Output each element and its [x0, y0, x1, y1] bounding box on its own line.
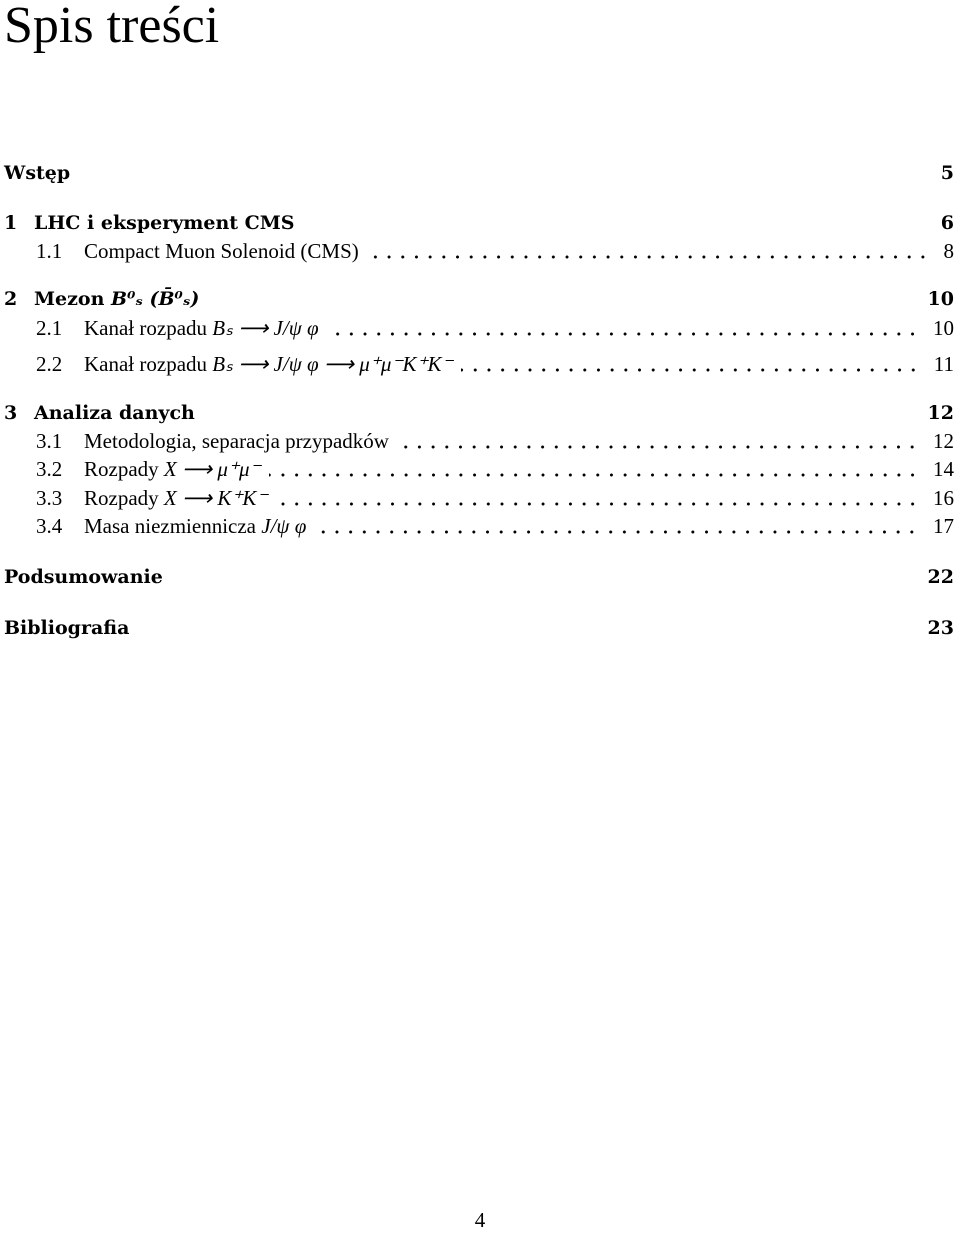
toc-entry-title: Bibliografia: [4, 617, 130, 639]
toc-entry-number: 1: [4, 212, 18, 234]
toc-entry-page: 10: [927, 288, 954, 310]
toc-entry-title: Metodologia, separacja przypadków: [84, 429, 389, 453]
toc-entry-title: Kanał rozpadu: [84, 316, 213, 340]
toc-entry-number: 2: [4, 288, 18, 310]
toc-entry[interactable]: [4, 315, 954, 341]
dot-leader: [397, 445, 919, 449]
toc-entry-page: 17: [933, 514, 954, 538]
toc-entry-page: 22: [927, 566, 954, 588]
toc-entry-math: Bₛ ⟶ J/ψ φ ⟶ μ⁺μ⁻K⁺K⁻: [212, 352, 453, 376]
toc-entry-page: 10: [933, 316, 954, 340]
toc-entry[interactable]: [4, 615, 954, 641]
toc-entry-number: 3.1: [36, 429, 63, 453]
toc-entry-math: B⁰ₛ (B̄⁰ₛ): [111, 288, 200, 310]
toc-entry-number: 3.4: [36, 514, 63, 538]
toc-entry[interactable]: [4, 428, 954, 454]
toc-entry-page: 12: [933, 429, 954, 453]
toc-entry-number: 3.2: [36, 457, 63, 481]
toc-entry[interactable]: [4, 400, 954, 426]
toc-entry-title: Compact Muon Solenoid (CMS): [84, 239, 359, 263]
toc-entry-title: LHC i eksperyment CMS: [34, 212, 295, 234]
toc-entry-title: Rozpady: [84, 486, 164, 510]
toc-entry[interactable]: [4, 351, 954, 377]
page-number: 4: [474, 1208, 486, 1232]
toc-entry-math: X ⟶ K⁺K⁻: [163, 486, 268, 510]
toc-entry-number: 3: [4, 402, 18, 424]
toc-entry-page: 5: [940, 162, 954, 184]
toc-entry[interactable]: [4, 564, 954, 590]
toc-entry-page: 16: [933, 486, 954, 510]
dot-leader: [367, 255, 930, 259]
toc-entry[interactable]: [4, 286, 954, 312]
dot-leader: [314, 530, 919, 534]
toc-entry-title: Kanał rozpadu: [84, 352, 213, 376]
toc-entry-title: Analiza danych: [34, 402, 195, 424]
toc-entry-math: X ⟶ μ⁺μ⁻: [163, 457, 261, 481]
page-title: Spis treści: [4, 0, 220, 54]
toc-entry-page: 8: [943, 239, 954, 263]
toc-entry-title: Rozpady: [84, 457, 164, 481]
toc-entry-title: Masa niezmiennicza: [84, 514, 262, 538]
dot-leader: [461, 368, 920, 372]
toc-entry-page: 12: [927, 402, 954, 424]
toc-entry[interactable]: [4, 238, 954, 264]
toc-entry[interactable]: [4, 485, 954, 511]
toc-entry-number: 2.1: [36, 316, 63, 340]
toc-entry-title: Podsumowanie: [4, 566, 163, 588]
toc-entry-page: 23: [927, 617, 954, 639]
toc-entry-page: 14: [933, 457, 954, 481]
toc-entry[interactable]: [4, 456, 954, 482]
toc-entry-math: Bₛ ⟶ J/ψ φ: [212, 316, 319, 340]
toc-entry-page: 11: [933, 352, 954, 376]
dot-leader: [276, 502, 919, 506]
dot-leader: [269, 473, 919, 477]
toc-entry-number: 2.2: [36, 352, 63, 376]
toc-entry-page: 6: [940, 212, 954, 234]
toc-entry-number: 1.1: [36, 239, 63, 263]
toc-entry-title: Mezon: [34, 288, 112, 310]
toc-entry[interactable]: [4, 160, 954, 186]
toc-entry[interactable]: [4, 210, 954, 236]
dot-leader: [327, 332, 919, 336]
toc-entry-number: 3.3: [36, 486, 63, 510]
toc-entry-math: J/ψ φ: [261, 514, 307, 538]
toc-entry[interactable]: [4, 513, 954, 539]
toc-entry-title: Wstęp: [4, 162, 71, 184]
